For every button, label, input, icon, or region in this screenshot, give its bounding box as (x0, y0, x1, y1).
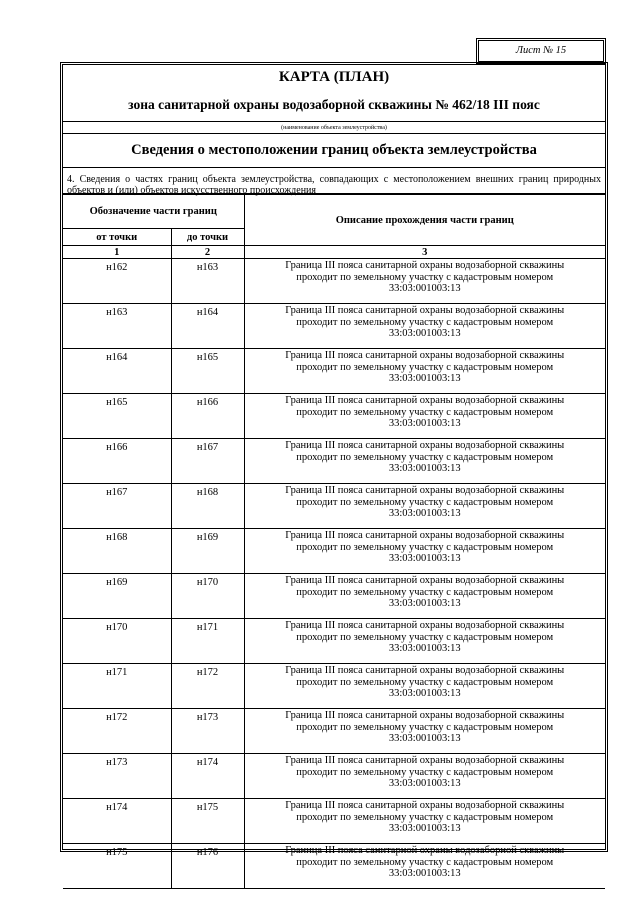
table-row (63, 709, 605, 754)
description-line: 33:03:001003:13 (388, 508, 461, 519)
table-row (63, 574, 605, 619)
description-line: Граница III пояса санитарной охраны водозаборной скважины (285, 620, 565, 631)
to-point-cell: н164 (171, 304, 244, 349)
description-line: 33:03:001003:13 (388, 283, 461, 294)
from-point-cell: н163 (63, 304, 171, 349)
to-point-cell: н176 (171, 844, 244, 889)
description-line: Граница III пояса санитарной охраны водозаборной скважины (285, 305, 565, 316)
table-row (63, 259, 605, 304)
table-row (63, 754, 605, 799)
description-cell (244, 394, 605, 439)
table-row (63, 664, 605, 709)
description-line: Граница III пояса санитарной охраны водозаборной скважины (285, 350, 565, 361)
column-number-row (63, 246, 605, 259)
description-line: 33:03:001003:13 (388, 463, 461, 474)
object-name: зона санитарной охраны водозаборной скважины № 462/18 III пояс (128, 97, 540, 112)
header-from-point: от точки (63, 229, 171, 246)
from-point-cell: н168 (63, 529, 171, 574)
sheet-number-box (478, 40, 604, 62)
description-line: проходит по земельному участку с кадастровым номером (296, 631, 554, 643)
header-description: Описание прохождения части границ (244, 195, 605, 246)
description-line: 33:03:001003:13 (388, 868, 461, 879)
to-point-cell: н165 (171, 349, 244, 394)
from-point-cell: н175 (63, 844, 171, 889)
description-line: проходит по земельному участку с кадастровым номером (296, 451, 554, 463)
table-header-row (63, 195, 605, 229)
description-line: проходит по земельному участку с кадастровым номером (296, 811, 554, 823)
description-line: Граница III пояса санитарной охраны водозаборной скважины (285, 755, 565, 766)
sheet-number: Лист № 15 (515, 45, 567, 56)
description-cell (244, 664, 605, 709)
from-point-cell: н164 (63, 349, 171, 394)
table-row (63, 394, 605, 439)
to-point-cell: н170 (171, 574, 244, 619)
table-row (63, 304, 605, 349)
to-point-cell: н172 (171, 664, 244, 709)
object-name-caption: (наименование объекта землеустройства) (63, 121, 605, 134)
from-point-cell: н171 (63, 664, 171, 709)
description-line: 33:03:001003:13 (388, 688, 461, 699)
description-cell (244, 574, 605, 619)
from-point-cell: н166 (63, 439, 171, 484)
description-line: проходит по земельному участку с кадастровым номером (296, 271, 554, 283)
description-line: проходит по земельному участку с кадастровым номером (296, 496, 554, 508)
description-line: проходит по земельному участку с кадастровым номером (296, 316, 554, 328)
description-line: 33:03:001003:13 (388, 553, 461, 564)
table-row (63, 439, 605, 484)
description-cell (244, 304, 605, 349)
table-row (63, 484, 605, 529)
table-row (63, 844, 605, 889)
description-cell (244, 619, 605, 664)
description-line: проходит по земельному участку с кадастровым номером (296, 586, 554, 598)
description-cell (244, 484, 605, 529)
description-cell (244, 259, 605, 304)
description-line: Граница III пояса санитарной охраны водозаборной скважины (285, 485, 565, 496)
description-line: проходит по земельному участку с кадастровым номером (296, 361, 554, 373)
header-to-point: до точки (171, 229, 244, 246)
from-point-cell: н174 (63, 799, 171, 844)
to-point-cell: н168 (171, 484, 244, 529)
description-line: Граница III пояса санитарной охраны водозаборной скважины (285, 710, 565, 721)
document-frame (62, 64, 606, 879)
table-row (63, 349, 605, 394)
to-point-cell: н169 (171, 529, 244, 574)
description-line: 33:03:001003:13 (388, 823, 461, 834)
table-row (63, 619, 605, 664)
description-cell (244, 799, 605, 844)
from-point-cell: н162 (63, 259, 171, 304)
description-line: проходит по земельному участку с кадастровым номером (296, 406, 554, 418)
to-point-cell: н174 (171, 754, 244, 799)
from-point-cell: н167 (63, 484, 171, 529)
description-line: 33:03:001003:13 (388, 328, 461, 339)
to-point-cell: н175 (171, 799, 244, 844)
description-line: проходит по земельному участку с кадастровым номером (296, 541, 554, 553)
description-line: 33:03:001003:13 (388, 418, 461, 429)
description-line: Граница III пояса санитарной охраны водозаборной скважины (285, 260, 565, 271)
description-line: Граница III пояса санитарной охраны водозаборной скважины (285, 845, 565, 856)
to-point-cell: н166 (171, 394, 244, 439)
from-point-cell: н172 (63, 709, 171, 754)
to-point-cell: н173 (171, 709, 244, 754)
description-line: 33:03:001003:13 (388, 643, 461, 654)
description-line: проходит по земельному участку с кадастровым номером (296, 856, 554, 868)
from-point-cell: н170 (63, 619, 171, 664)
description-cell (244, 439, 605, 484)
column-number: 2 (171, 246, 244, 259)
column-number: 1 (63, 246, 171, 259)
description-cell (244, 844, 605, 889)
description-line: 33:03:001003:13 (388, 373, 461, 384)
description-line: проходит по земельному участку с кадастровым номером (296, 721, 554, 733)
description-line: Граница III пояса санитарной охраны водозаборной скважины (285, 665, 565, 676)
description-cell (244, 709, 605, 754)
table-row (63, 529, 605, 574)
description-line: Граница III пояса санитарной охраны водозаборной скважины (285, 575, 565, 586)
to-point-cell: н163 (171, 259, 244, 304)
description-line: Граница III пояса санитарной охраны водозаборной скважины (285, 440, 565, 451)
boundary-parts-table (63, 194, 605, 889)
table-row (63, 799, 605, 844)
from-point-cell: н165 (63, 394, 171, 439)
description-line: 33:03:001003:13 (388, 598, 461, 609)
description-line: 33:03:001003:13 (388, 778, 461, 789)
column-number: 3 (244, 246, 605, 259)
description-line: 33:03:001003:13 (388, 733, 461, 744)
header-boundary-designation: Обозначение части границ (63, 195, 244, 229)
to-point-cell: н167 (171, 439, 244, 484)
description-line: проходит по земельному участку с кадастровым номером (296, 766, 554, 778)
description-line: Граница III пояса санитарной охраны водозаборной скважины (285, 395, 565, 406)
to-point-cell: н171 (171, 619, 244, 664)
description-line: Граница III пояса санитарной охраны водозаборной скважины (285, 530, 565, 541)
section-description: 4. Сведения о частях границ объекта землеустройства, совпадающих с местоположением внешних границ природных объектов и (или) объектов искусственного происхождения (63, 168, 605, 194)
description-line: Граница III пояса санитарной охраны водозаборной скважины (285, 800, 565, 811)
from-point-cell: н173 (63, 754, 171, 799)
description-cell (244, 529, 605, 574)
description-line: проходит по земельному участку с кадастровым номером (296, 676, 554, 688)
description-cell (244, 754, 605, 799)
section-title: Сведения о местоположении границ объекта землеустройства (63, 134, 605, 168)
description-cell (244, 349, 605, 394)
from-point-cell: н169 (63, 574, 171, 619)
page-title: КАРТА (ПЛАН) (278, 68, 390, 85)
